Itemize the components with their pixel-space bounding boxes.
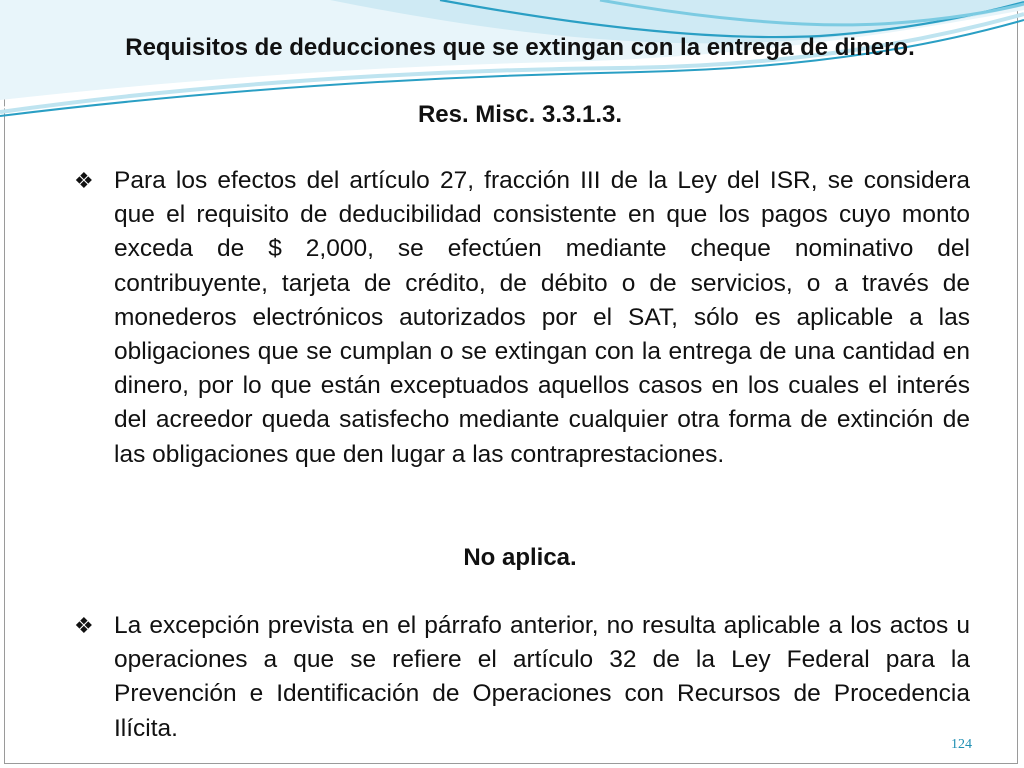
slide-title: Requisitos de deducciones que se extingan con la entrega de dinero. <box>125 34 915 61</box>
slide-subtitle: Res. Misc. 3.3.1.3. <box>417 101 623 128</box>
conclusion-text: No aplica. <box>463 544 577 571</box>
bullet-paragraph-1 <box>74 164 970 472</box>
diamond-bullet-icon: ❖ <box>74 168 94 193</box>
bullet-text-2: La excepción prevista en el párrafo anterior, no resulta aplicable a los actos u operaciones a que se refiere el artículo 32 de la Ley Federal para la Prevención e Identificación de Operaciones con Recursos de Procedencia Ilícita. <box>114 612 970 742</box>
bullet-paragraph-2 <box>74 609 970 746</box>
bullet-text-1: Para los efectos del artículo 27, fracción III de la Ley del ISR, se considera que el requisito de deducibilidad consistente en que los pagos cuyo monto exceda de $ 2,000, se efectúen mediante cheque nominativo del contribuyente, tarjeta de crédito, de débito o de servicios, o a través de monederos electrónicos autorizados por el SAT, sólo es aplicable a las obligaciones que se cumplan o se extingan con la entrega de una cantidad en dinero, por lo que están exceptuados aquellos casos en los cuales el interés del acreedor queda satisfecho mediante cualquier otra forma de extinción de las obligaciones que den lugar a las contraprestaciones. <box>114 167 970 468</box>
diamond-bullet-icon: ❖ <box>74 613 94 638</box>
page-number: 124 <box>951 737 972 752</box>
